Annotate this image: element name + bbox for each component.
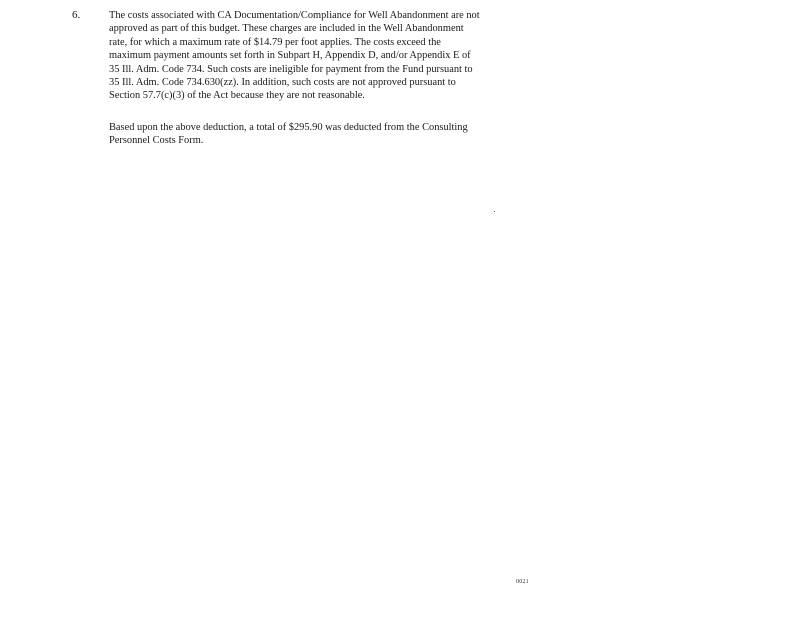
deduction-explanation-paragraph (109, 9, 549, 103)
paragraph-line: approved as part of this budget. These charges are included in the Well Abandonment (109, 23, 464, 35)
page-mark: 0021 (516, 579, 529, 585)
paragraph-line: rate, for which a maximum rate of $14.79 per foot applies. The costs exceed the (109, 36, 441, 48)
paragraph-line: 35 Ill. Adm. Code 734. Such costs are ineligible for payment from the Fund pursuant to (109, 63, 473, 75)
paragraph-line: Section 57.7(c)(3) of the Act because they are not reasonable. (109, 90, 365, 102)
item-number: 6. (72, 9, 81, 21)
scan-speck (494, 211, 495, 212)
paragraph-line: maximum payment amounts set forth in Subpart H, Appendix D, and/or Appendix E of (109, 50, 471, 62)
paragraph-line: Based upon the above deduction, a total of $295.90 was deducted from the Consulting (109, 122, 468, 133)
paragraph-line: 35 Ill. Adm. Code 734.630(zz). In addition, such costs are not approved pursuant to (109, 77, 456, 89)
paragraph-line: The costs associated with CA Documentation/Compliance for Well Abandonment are not (109, 10, 480, 21)
paragraph-line: Personnel Costs Form. (109, 135, 204, 147)
deduction-total-paragraph (109, 121, 549, 148)
